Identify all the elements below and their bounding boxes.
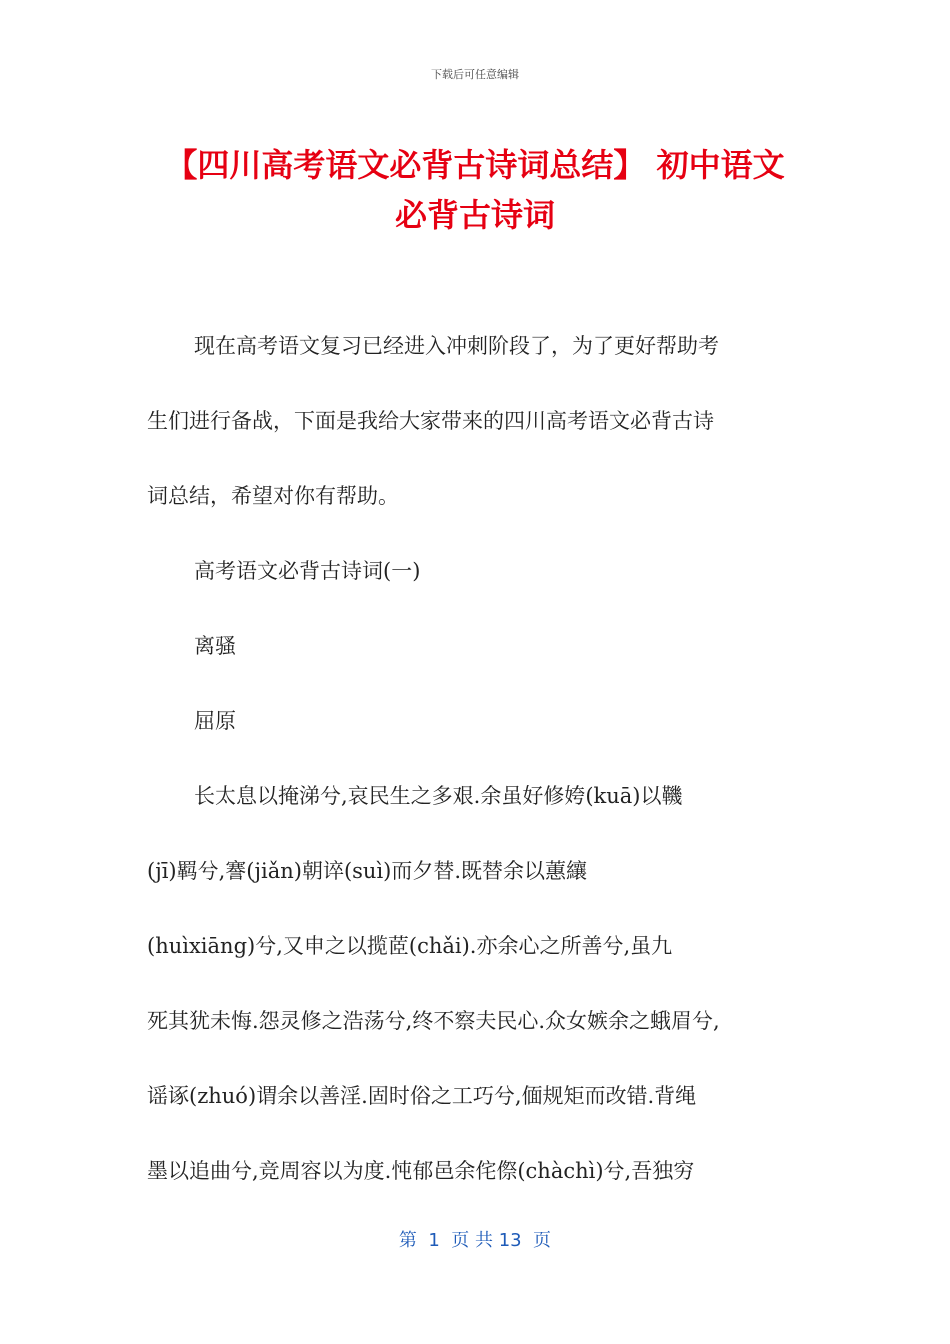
intro-line-1: 现在高考语文复习已经进入冲刺阶段了，为了更好帮助考: [194, 334, 719, 358]
title-line-2: 必背古诗词: [394, 196, 555, 234]
poem-line: 死其犹未悔.怨灵修之浩荡兮,终不察夫民心.众女嫉余之蛾眉兮,: [147, 1009, 720, 1033]
header-note: 下载后可任意编辑: [431, 68, 519, 81]
poem-line: 长太息以掩涕兮,哀民生之多艰.余虽好修姱(kuā)以鞿: [194, 784, 683, 808]
poem-line: (huìxiāng)兮,又申之以揽茝(chǎi).亦余心之所善兮,虽九: [147, 934, 673, 958]
poem-title: 离骚: [194, 634, 236, 658]
poem-line: 谣诼(zhuó)谓余以善淫.固时俗之工巧兮,偭规矩而改错.背绳: [147, 1084, 697, 1108]
intro-line-3: 词总结，希望对你有帮助。: [147, 484, 399, 508]
poem-line: 墨以追曲兮,竞周容以为度.忳郁邑余侘傺(chàchì)兮,吾独穷: [147, 1159, 695, 1183]
poem-line: (jī)羁兮,謇(jiǎn)朝谇(suì)而夕替.既替余以蕙纕: [147, 859, 588, 883]
section-heading: 高考语文必背古诗词(一): [194, 559, 421, 583]
poem-author: 屈原: [194, 709, 236, 733]
title-line-1: 【四川高考语文必背古诗词总结】 初中语文: [165, 146, 785, 184]
intro-line-2: 生们进行备战，下面是我给大家带来的四川高考语文必背古诗: [147, 409, 714, 433]
page-number-footer: 第 1 页 共 13 页: [398, 1230, 552, 1251]
document-title: [130, 140, 820, 240]
